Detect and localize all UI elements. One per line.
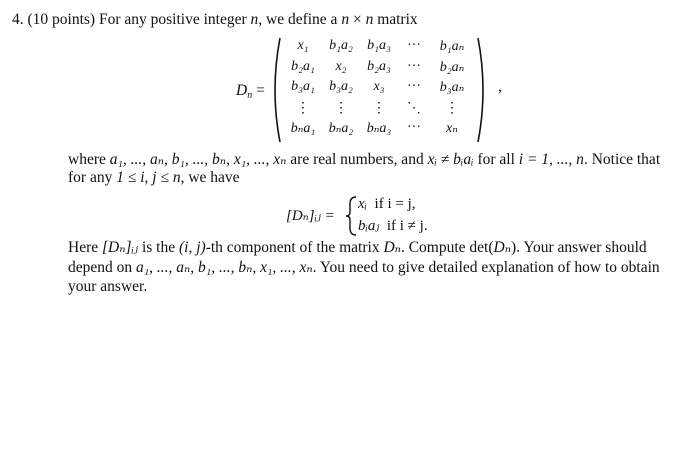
matrix-Dn (268, 36, 490, 144)
problem-points: (10 points) (27, 11, 96, 28)
matrix-cell: bₙa₁ (290, 121, 316, 136)
cases-lhs: [Dₙ]ᵢⱼ = (286, 208, 335, 224)
matrix-cell: x₃ (373, 79, 385, 94)
matrix-label: $D_n$ = (236, 82, 265, 101)
left-brace (344, 196, 358, 236)
matrix-cell: ⋮ (445, 100, 459, 116)
case-row-2: bᵢaⱼ if i ≠ j. (358, 218, 428, 234)
matrix-cell: b₁a₂ (329, 38, 353, 53)
matrix-cell: b₂aₙ (439, 59, 465, 75)
footer-line3: your answer. (68, 278, 148, 295)
matrix-cell: ··· (407, 79, 421, 94)
matrix-cell: b₃a₁ (291, 79, 315, 94)
matrix-cell: b₂a₁ (291, 58, 315, 74)
matrix-cell: ⋮ (372, 100, 386, 116)
problem-number: 4. (12, 11, 24, 28)
where-line1: where a₁, ..., aₙ, b₁, ..., bₙ, x₁, ..., xₙ are real numbers, and xᵢ ≠ bᵢaᵢ for all i = 1, ..., n. Notice that (68, 151, 661, 168)
matrix-cell: x₂ (335, 58, 347, 74)
matrix-cell: b₁a₃ (367, 38, 391, 53)
matrix-cell: b₃a₂ (329, 79, 353, 94)
matrix-trailing-comma: , (498, 78, 502, 95)
matrix-cell: ⋱ (407, 100, 421, 116)
matrix-cell: b₃aₙ (439, 80, 465, 95)
where-line2: for any 1 ≤ i, j ≤ n, we have (68, 169, 240, 186)
matrix-cell: ⋮ (296, 100, 310, 116)
matrix-cell: ··· (407, 38, 421, 53)
matrix-cell: bₙa₃ (366, 121, 392, 136)
matrix-cell: b₁aₙ (439, 39, 465, 54)
footer-line2: depend on a₁, ..., aₙ, b₁, ..., bₙ, x₁, ..., xₙ. You need to give detailed explanation of how to obtain (68, 259, 660, 276)
matrix-grid (284, 38, 474, 141)
footer-line1: Here [Dₙ]ᵢⱼ is the (i, j)-th component of the matrix Dₙ. Compute det(Dₙ). Your answer should (68, 239, 647, 256)
case-row-1: xᵢ if i = j, (358, 196, 416, 212)
matrix-cell: ··· (407, 58, 421, 74)
matrix-cell: ⋮ (334, 100, 348, 116)
matrix-cell: x₁ (297, 38, 309, 53)
right-paren (476, 36, 490, 144)
matrix-cell: ··· (407, 120, 421, 135)
matrix-cell: b₂a₃ (367, 58, 391, 74)
left-paren (268, 36, 282, 144)
matrix-cell: bₙa₂ (328, 121, 354, 136)
problem-statement-line1: 4. (10 points) For any positive integer n, we define a n × n matrix (12, 11, 418, 28)
matrix-cell: xₙ (446, 121, 458, 136)
